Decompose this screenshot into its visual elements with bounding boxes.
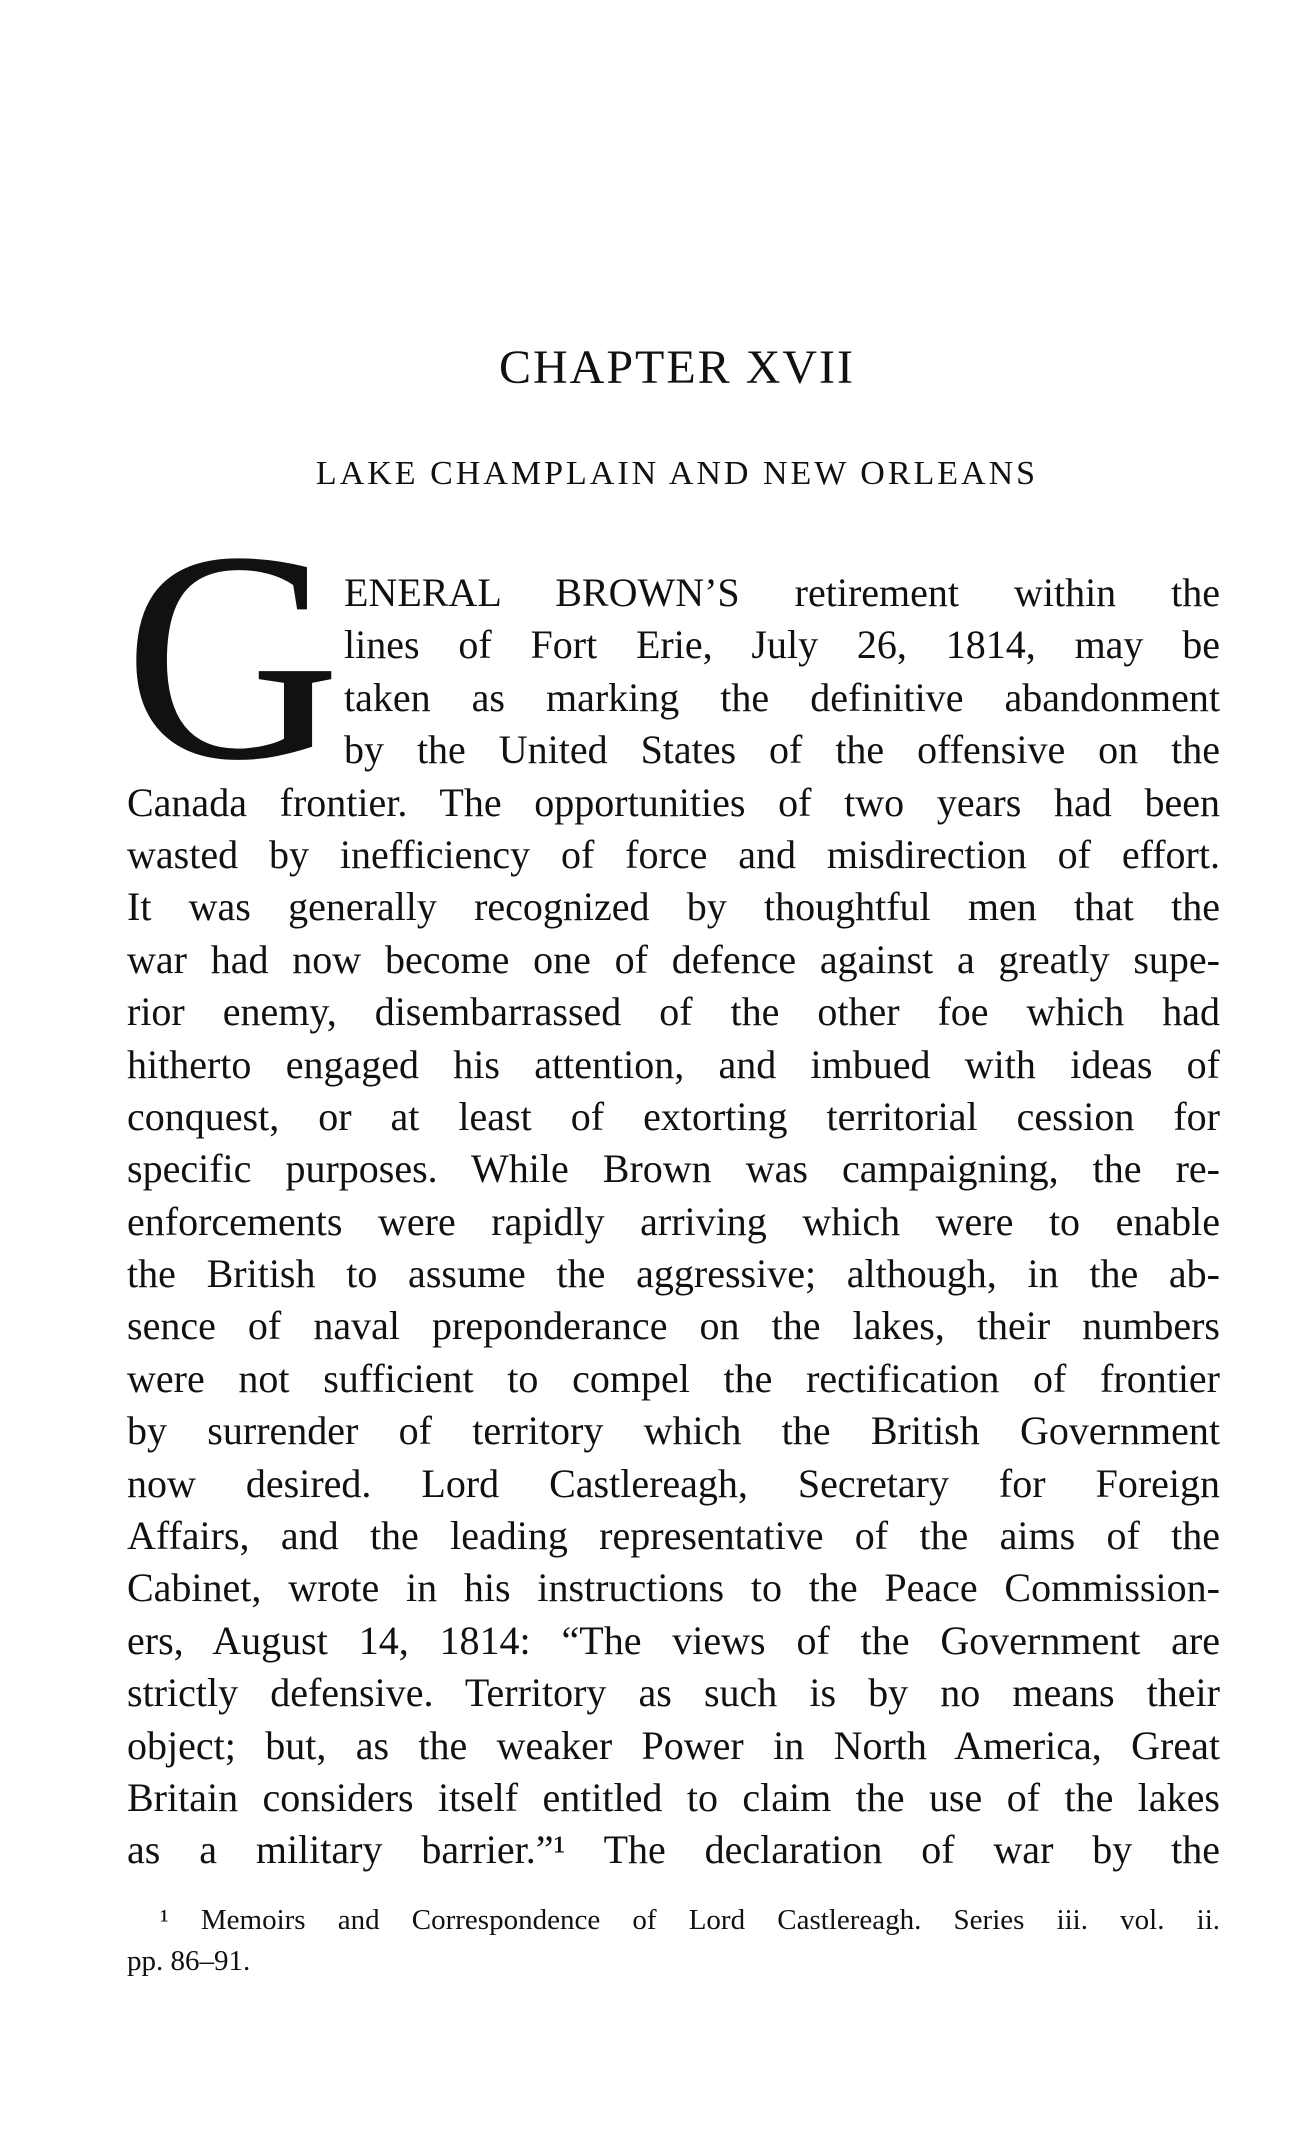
text-line: Canada frontier. The opportunities of two years had been [127, 779, 1220, 825]
text-line: taken as marking the definitive abandonment [344, 674, 1220, 720]
text-line: specific purposes. While Brown was campaigning, the re- [127, 1146, 1220, 1192]
drop-cap: G [124, 490, 341, 822]
chapter-title: LAKE CHAMPLAIN AND NEW ORLEANS [315, 455, 1039, 492]
text-line: Affairs, and the leading representative of the aims of the [127, 1513, 1220, 1559]
body-text [127, 567, 1220, 1877]
footnote-line-1: ¹ Memoirs and Correspondence of Lord Castlereagh. Series iii. vol. ii. [160, 1904, 1220, 1936]
text-line: ENERAL BROWN’S retirement within the [344, 570, 1220, 615]
chapter-number: CHAPTER XVII [499, 341, 855, 394]
text-line: It was generally recognized by thoughtful men that the [127, 884, 1220, 930]
text-line: as a military barrier.”¹ The declaration of war by the [127, 1827, 1220, 1873]
text-line: now desired. Lord Castlereagh, Secretary for Foreign [127, 1460, 1220, 1506]
text-line: war had now become one of defence against a greatly supe- [127, 936, 1220, 982]
text-line: Britain considers itself entitled to claim the use of the lakes [127, 1774, 1220, 1820]
text-line: by surrender of territory which the British Government [127, 1408, 1220, 1454]
text-line: ers, August 14, 1814: “The views of the Government are [127, 1617, 1220, 1663]
text-line: the British to assume the aggressive; although, in the ab- [127, 1251, 1220, 1297]
footnote-line-2: pp. 86–91. [127, 1945, 251, 1977]
text-line: wasted by inefficiency of force and misdirection of effort. [127, 831, 1220, 877]
text-line: Cabinet, wrote in his instructions to the Peace Commission- [127, 1565, 1220, 1611]
text-line: were not sufficient to compel the rectification of frontier [127, 1355, 1220, 1401]
text-line: enforcements were rapidly arriving which were to enable [127, 1198, 1220, 1244]
text-line: hitherto engaged his attention, and imbued with ideas of [127, 1041, 1220, 1087]
text-line: strictly defensive. Territory as such is by no means their [127, 1670, 1220, 1716]
text-line: rior enemy, disembarrassed of the other foe which had [127, 989, 1220, 1035]
text-line: lines of Fort Erie, July 26, 1814, may be [344, 622, 1220, 668]
text-line: by the United States of the offensive on the [344, 727, 1220, 773]
text-line: sence of naval preponderance on the lakes, their numbers [127, 1303, 1220, 1349]
text-line: object; but, as the weaker Power in North America, Great [127, 1722, 1220, 1768]
text-line: conquest, or at least of extorting territorial cession for [127, 1093, 1220, 1139]
